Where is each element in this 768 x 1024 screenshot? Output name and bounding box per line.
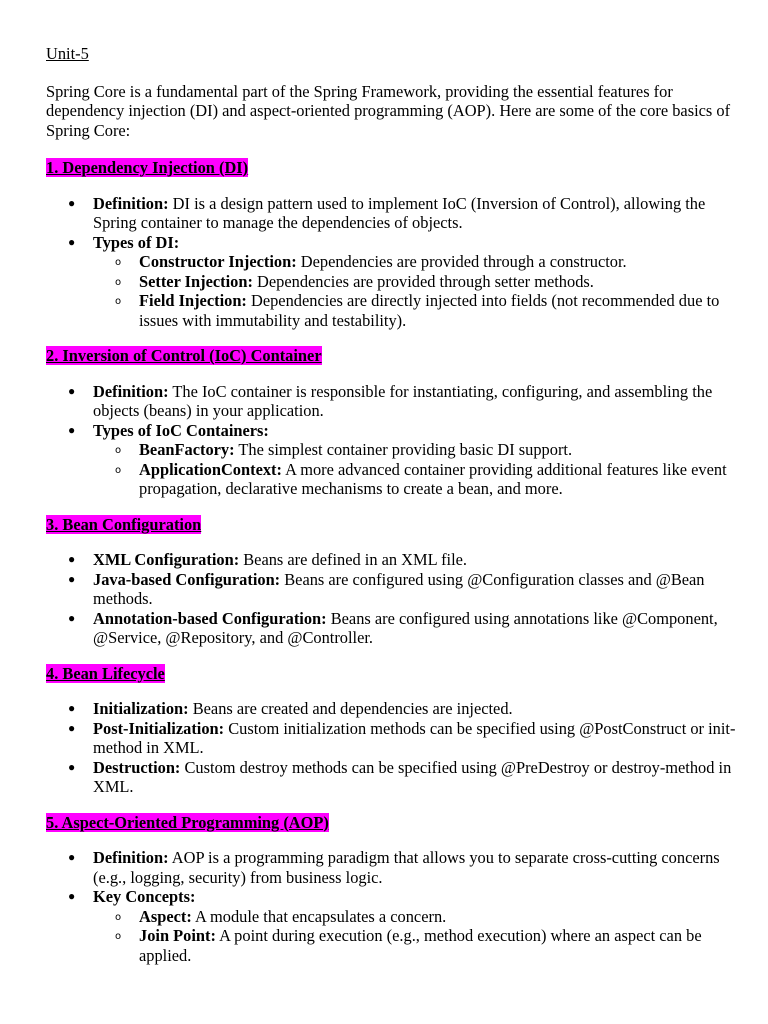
sub-list-item: [93, 460, 736, 499]
item-term: Destruction:: [93, 757, 181, 777]
sub-item-term: Join Point:: [139, 926, 216, 945]
sub-item-text: Dependencies are provided through a constructor.: [296, 252, 627, 271]
list-item: [46, 719, 736, 758]
sub-item-text: Dependencies are directly injected into fields (not recommended due to issues with immutability and testability).: [139, 291, 720, 330]
list-item: [46, 382, 736, 421]
item-term: Initialization:: [93, 699, 189, 718]
list-item: [46, 194, 736, 233]
sub-bullet-icon: o: [115, 931, 122, 942]
sub-bullet-icon: o: [115, 296, 122, 307]
sub-bullet-icon: o: [115, 911, 122, 923]
list-item: [46, 887, 736, 965]
bullet-icon: ●: [68, 610, 76, 625]
sub-item-text: Dependencies are provided through setter methods.: [252, 271, 594, 291]
bullet-icon: ●: [68, 759, 76, 774]
section-heading: [46, 158, 736, 178]
bullet-icon: ●: [68, 422, 76, 437]
item-text: DI is a design pattern used to implement IoC (Inversion of Control), allowing the Spring container to manage the dependencies of objects.: [93, 193, 706, 232]
sub-bullet-icon: o: [115, 445, 122, 456]
item-term: Types of IoC Containers:: [93, 420, 269, 440]
list-item: [46, 848, 736, 887]
item-text: Beans are defined in an XML file.: [239, 550, 468, 569]
sub-bullet-icon: o: [115, 464, 122, 476]
section-heading-text: 4. Bean Lifecycle: [46, 663, 165, 683]
sub-item-text: A more advanced container providing additional features like event propagation, declarative mechanisms to create a bean, and more.: [139, 459, 727, 498]
list-item: [46, 699, 736, 719]
sub-bullet-list: [93, 440, 736, 499]
sub-list-item: [93, 272, 736, 292]
document-content: [46, 44, 736, 981]
bullet-list: [46, 194, 736, 331]
bullet-icon: ●: [68, 552, 76, 566]
section-heading: [46, 664, 736, 684]
list-item: [46, 233, 736, 331]
bullet-icon: ●: [68, 850, 76, 864]
bullet-icon: ●: [68, 234, 76, 249]
sub-bullet-list: [93, 907, 736, 966]
sub-list-item: [93, 907, 736, 927]
bullet-icon: ●: [68, 889, 76, 903]
bullet-list: [46, 550, 736, 648]
item-term: Types of DI:: [93, 232, 180, 252]
item-term: Definition:: [93, 193, 169, 213]
bullet-list: [46, 848, 736, 965]
sub-item-text: A point during execution (e.g., method execution) where an aspect can be applied.: [139, 926, 702, 965]
sub-bullet-list: [93, 252, 736, 330]
section-heading: [46, 346, 736, 366]
sub-item-term: Setter Injection:: [139, 271, 253, 291]
section-heading-text: 1. Dependency Injection (DI): [46, 158, 249, 177]
sub-item-term: ApplicationContext:: [139, 459, 282, 479]
sub-item-term: Aspect:: [139, 906, 192, 926]
sub-item-term: Constructor Injection:: [139, 252, 297, 271]
item-term: Definition:: [93, 848, 169, 867]
sub-list-item: [93, 291, 736, 330]
unit-label: Unit-5: [46, 44, 89, 63]
bullet-icon: ●: [68, 571, 76, 586]
sub-item-text: The simplest container providing basic DI support.: [234, 440, 573, 459]
section-heading-text: 3. Bean Configuration: [46, 514, 202, 534]
item-term: Definition:: [93, 381, 169, 401]
sub-item-term: BeanFactory:: [139, 440, 235, 459]
bullet-list: [46, 382, 736, 499]
sub-item-text: A module that encapsulates a concern.: [191, 906, 447, 926]
item-text: Beans are configured using @Configuration classes and @Bean methods.: [93, 569, 705, 608]
list-item: [46, 609, 736, 648]
sections-container: [46, 158, 736, 965]
intro-paragraph: Spring Core is a fundamental part of the Spring Framework, providing the essential features for dependency injection (DI) and aspect-oriented programming (AOP). Here are some of the core basics of Spring Core:: [46, 81, 731, 140]
item-text: The IoC container is responsible for instantiating, configuring, and assembling the objects (beans) in your application.: [93, 381, 713, 420]
list-item: [46, 421, 736, 499]
bullet-icon: ●: [68, 195, 76, 210]
sub-list-item: [93, 252, 736, 272]
bullet-icon: ●: [68, 720, 76, 735]
bullet-icon: ●: [68, 701, 76, 715]
section-heading-text: 5. Aspect-Oriented Programming (AOP): [46, 812, 329, 832]
sub-list-item: [93, 440, 736, 460]
list-item: [46, 758, 736, 797]
item-term: Java-based Configuration:: [93, 569, 281, 589]
bullet-list: [46, 699, 736, 797]
section-heading-text: 2. Inversion of Control (IoC) Container: [46, 346, 322, 365]
item-term: Key Concepts:: [93, 887, 196, 906]
item-text: Custom destroy methods can be specified using @PreDestroy or destroy-method in XML.: [93, 757, 732, 796]
item-text: Beans are created and dependencies are injected.: [188, 699, 513, 718]
item-term: Annotation-based Configuration:: [93, 608, 327, 628]
section-heading: [46, 515, 736, 535]
sub-item-term: Field Injection:: [139, 291, 247, 310]
item-text: Beans are configured using annotations like @Component, @Service, @Repository, and @Controller.: [93, 608, 718, 647]
sub-list-item: [93, 926, 736, 965]
sub-bullet-icon: o: [115, 276, 122, 288]
list-item: [46, 550, 736, 570]
item-term: XML Configuration:: [93, 550, 240, 569]
bullet-icon: ●: [68, 383, 76, 398]
list-item: [46, 570, 736, 609]
item-term: Post-Initialization:: [93, 718, 225, 738]
sub-bullet-icon: o: [115, 257, 122, 268]
item-text: AOP is a programming paradigm that allows you to separate cross-cutting concerns (e.g., logging, security) from business logic.: [93, 848, 720, 887]
section-heading: [46, 813, 736, 833]
item-text: Custom initialization methods can be specified using @PostConstruct or init-method in XML.: [93, 718, 736, 757]
